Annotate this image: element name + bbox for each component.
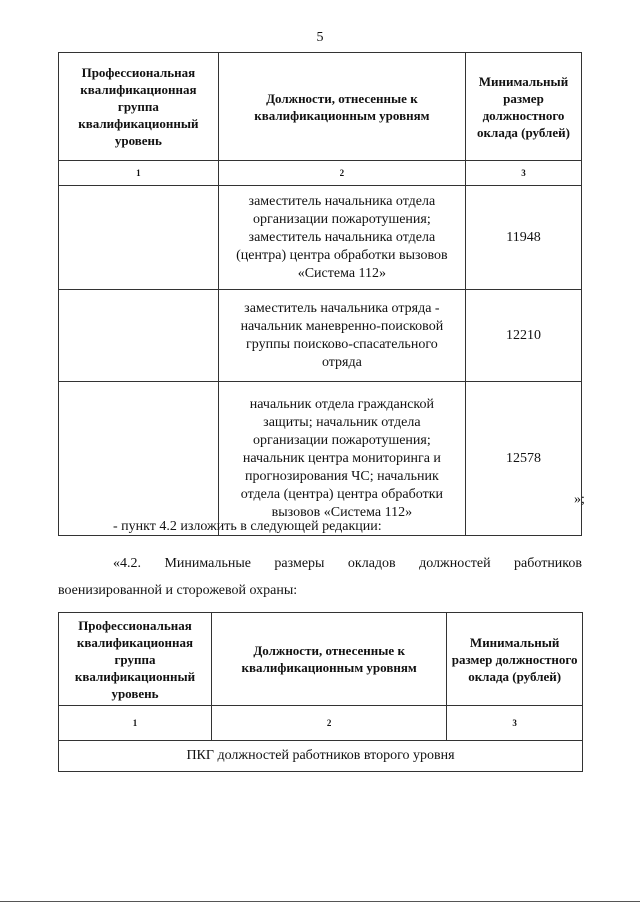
header-qualification-group: Профессиональная квалификационная группа квалификационный уровень <box>59 613 212 706</box>
positions-cell: заместитель начальника отдела организации пожаротушения; заместитель начальника отдела (центра) центра обработки вызовов «Система 112» <box>218 186 465 290</box>
column-number: 1 <box>59 161 219 186</box>
amendment-item-title: «4.2. Минимальные размеры окладов должностей работников военизированной и сторожевой охраны: <box>58 556 582 598</box>
column-number: 2 <box>211 706 446 741</box>
column-number: 3 <box>465 161 581 186</box>
group-cell <box>59 382 219 536</box>
table-header-row <box>59 53 582 161</box>
pkg-section-title: ПКГ должностей работников второго уровня <box>59 741 583 772</box>
salary-table-fire-service <box>58 52 582 536</box>
salary-cell: 11948 <box>465 186 581 290</box>
positions-cell: начальник отдела гражданской защиты; начальник отдела организации пожаротушения; начальник центра мониторинга и прогнозирования ЧС; начальник отдела (центра) центра обработки вызовов «Система 112» <box>218 382 465 536</box>
table-header-row <box>59 613 583 706</box>
group-cell <box>59 290 219 382</box>
salary-cell: 12578 <box>465 382 581 536</box>
table-row <box>59 290 582 382</box>
column-number-row <box>59 161 582 186</box>
column-number: 3 <box>447 706 583 741</box>
group-cell <box>59 186 219 290</box>
page-number: 5 <box>316 30 324 45</box>
page-bottom-rule <box>0 901 640 902</box>
salary-cell: 12210 <box>465 290 581 382</box>
positions-cell: заместитель начальника отряда - начальник маневренно-поисковой группы поисково-спасательного отряда <box>218 290 465 382</box>
closing-quote-mark: »; <box>574 492 585 507</box>
header-positions: Должности, отнесенные к квалификационным уровням <box>218 53 465 161</box>
table-row <box>59 382 582 536</box>
column-number-row <box>59 706 583 741</box>
header-min-salary: Минимальный размер должностного оклада (рублей) <box>447 613 583 706</box>
column-number: 1 <box>59 706 212 741</box>
column-number: 2 <box>218 161 465 186</box>
amendment-item-intro: - пункт 4.2 изложить в следующей редакции: <box>113 519 382 534</box>
header-positions: Должности, отнесенные к квалификационным уровням <box>211 613 446 706</box>
header-qualification-group: Профессиональная квалификационная группа квалификационный уровень <box>59 53 219 161</box>
header-min-salary: Минимальный размер должностного оклада (рублей) <box>465 53 581 161</box>
pkg-section-row <box>59 741 583 772</box>
salary-table-guard-service <box>58 612 583 772</box>
table-row <box>59 186 582 290</box>
